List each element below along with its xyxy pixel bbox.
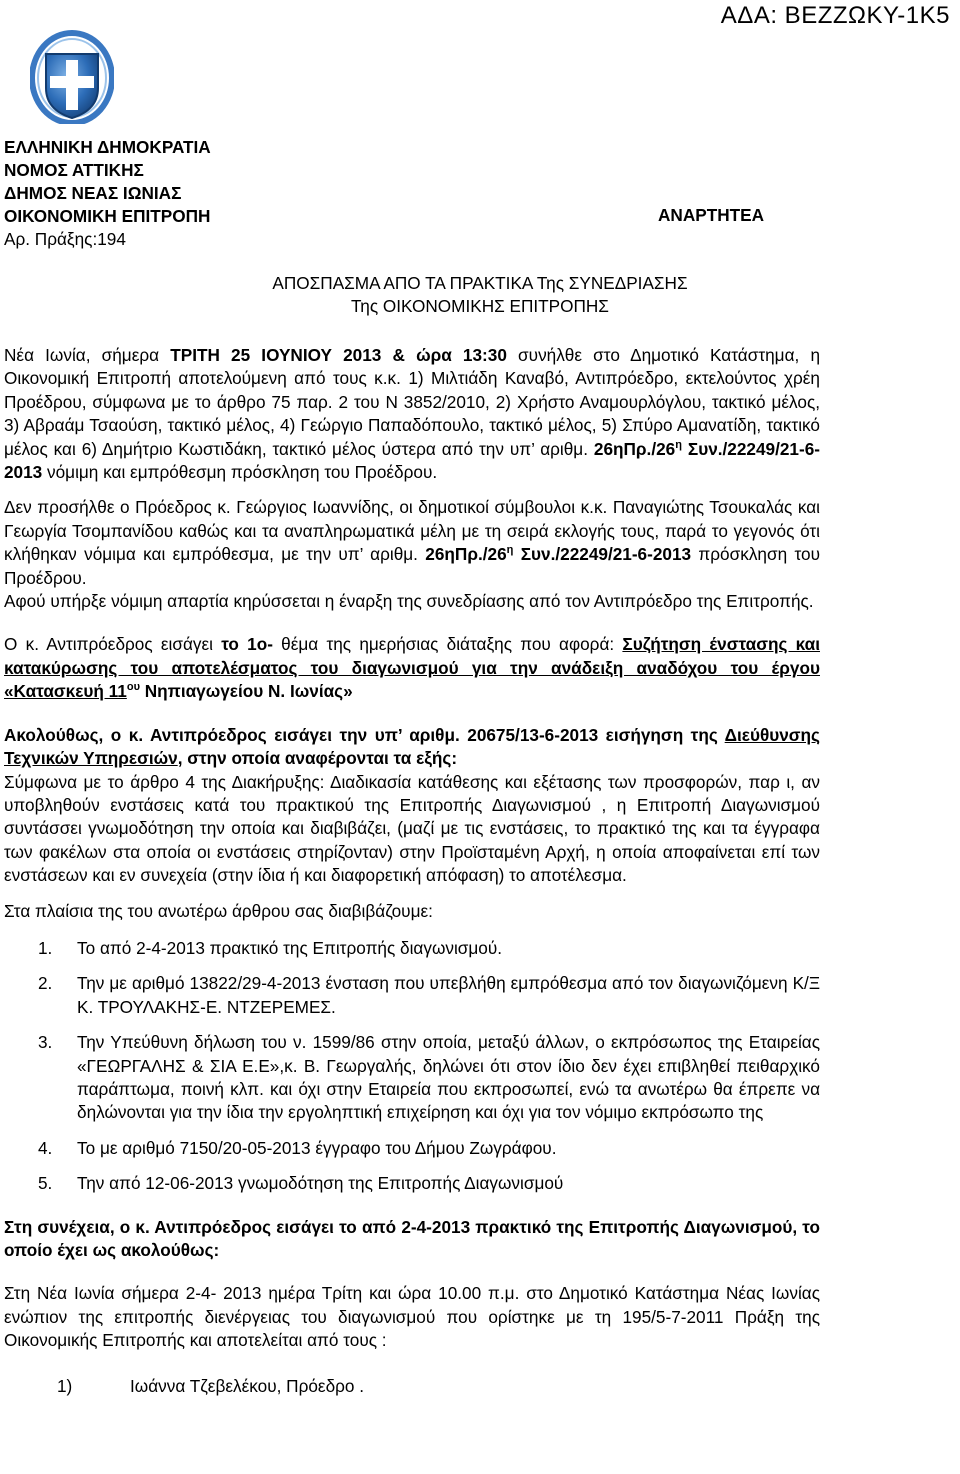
header-line: ΝΟΜΟΣ ΑΤΤΙΚΗΣ: [4, 160, 144, 180]
list-item: [4, 972, 820, 1019]
list-item: [4, 1137, 820, 1160]
list-intro: Στα πλαίσια της του ανωτέρω άρθρου σας διαβιβάζουμε:: [4, 900, 433, 921]
text-run: Νέα Ιωνία, σήμερα: [4, 345, 171, 365]
topic-paragraph: [4, 633, 820, 703]
text-run: θέμα της ημερήσιας διάταξης που αφορά:: [272, 634, 623, 655]
header-line: ΕΛΛΗΝΙΚΗ ΔΗΜΟΚΡΑΤΙΑ: [4, 137, 211, 157]
header-line: ΔΗΜΟΣ ΝΕΑΣ ΙΩΝΙΑΣ: [4, 183, 182, 203]
text-run: Ο κ. Αντιπρόεδρος εισάγει: [4, 634, 222, 655]
committee-member: [4, 1375, 820, 1398]
list-text: Την με αριθμό 13822/29-4-2013 ένσταση που υπεβλήθη εμπρόθεσμα από τον διαγωνιζόμενη Κ/Ξ Κ. ΤΡΟΥΛΑΚΗΣ-Ε. ΝΤΖΕΡΕΜΕΣ.: [77, 973, 820, 1017]
list-item: [4, 937, 820, 960]
continuation-paragraph: [4, 1216, 820, 1263]
act-number: Αρ. Πράξης:194: [4, 229, 126, 249]
topic-subject: Συζήτηση ένστασης και κατακύρωσης του αποτελέσματος του διαγωνισμού για την ανάδειξη αναδόχου του έργου «Κατασκευή 11: [4, 634, 820, 702]
invitation-ref-end: Συν./22249/21-6-2013: [4, 438, 820, 483]
text-run: νόμιμη και εμπρόθεσμη πρόσκληση του Προέδρου.: [42, 462, 438, 483]
greek-state-emblem-icon: [30, 28, 114, 124]
superscript: η: [506, 544, 514, 557]
documents-list: [4, 937, 820, 1196]
list-text: Το από 2-4-2013 πρακτικό της Επιτροπής διαγωνισμού.: [77, 937, 503, 958]
topic-number: το 1ο-: [221, 634, 273, 655]
text-run: , στην οποία αναφέρονται τα εξής:: [177, 748, 458, 769]
meeting-date: ΤΡΙΤΗ 25 ΙΟΥΝΙΟΥ 2013 & ώρα 13:30: [170, 345, 507, 365]
list-item: [4, 1172, 820, 1195]
member-number: 1): [57, 1375, 73, 1396]
quorum-paragraph: Αφού υπήρξε νόμιμη απαρτία κηρύσσεται η έναρξη της συνεδρίασης από τον Αντιπρόεδρο της Επιτροπής.: [4, 591, 814, 612]
invitation-ref: 26ηΠρ./26: [593, 438, 676, 459]
title-line-1: ΑΠΟΣΠΑΣΜΑ ΑΠΟ ΤΑ ΠΡΑΚΤΙΚΑ Της ΣΥΝΕΔΡΙΑΣΗΣ: [272, 273, 688, 293]
list-text: Την Υπεύθυνη δήλωση του ν. 1599/86 στην οποία, μεταξύ άλλων, ο εκπρόσωπος της Εταιρείας «ΓΕΩΡΓΑΛΗΣ & ΣΙΑ Ε.Ε»,κ. Β. Γεωργαλής, δηλώνει ότι στον ίδιο δεν έχει επιβληθεί πειθαρχικό παράπτωμα, ποινή κλπ. και όχι στην Εταιρεία που εκπροσωπεί, ενώ τα ανωτέρω θα έπρεπε να δηλώνονται για την ίδια την εργοληπτική επιχείρηση και όχι για τον νόμιμο εκπρόσωπο της: [77, 1032, 820, 1123]
topic-subject-end: Νηπιαγωγείου Ν. Ιωνίας»: [139, 681, 353, 702]
invitation-ref: 26ηΠρ./26: [425, 544, 507, 565]
text-run: πρόσκληση του Προέδρου.: [4, 544, 820, 588]
list-item: [4, 1031, 820, 1125]
list-text: Την από 12-06-2013 γνωμοδότηση της Επιτροπής Διαγωνισμού: [77, 1173, 564, 1194]
minutes-paragraph: Στη Νέα Ιωνία σήμερα 2-4- 2013 ημέρα Τρίτη και ώρα 10.00 π.μ. στο Δημοτικό Κατάστημα Νέας Ιωνίας ενώπιον της επιτροπής διενέργειας του διαγωνισμού που ορίστηκε με τη 195/5-7-2011 Πράξη της Οικονομικής Επιτροπής και αποτελείται από τους :: [4, 1283, 820, 1351]
list-number: 1.: [38, 937, 53, 958]
list-number: 4.: [38, 1137, 53, 1158]
member-name: Ιωάννα Τζεβελέκου, Πρόεδρο .: [130, 1375, 365, 1396]
text-run: Ακολούθως, ο κ. Αντιπρόεδρος εισάγει την υπ’ αριθμ. 20675/13-6-2013 εισήγηση της: [4, 724, 725, 745]
list-text: Το με αριθμό 7150/20-05-2013 έγγραφο του Δήμου Ζωγράφου.: [77, 1137, 557, 1158]
followup-body: Σύμφωνα με το άρθρο 4 της Διακήρυξης: Διαδικασία κατάθεσης και εξέτασης των προσφορών, παρ ι, αν υποβληθούν ενστάσεις κατά του πρακτικού της Επιτροπής Διαγωνισμού , η Επιτροπή Διαγωνισμού συντάσσει γνωμοδότηση την οποία και διαβιβάζει, (μαζί με τις ενστάσεις, το πρακτικό της και τα έγγραφα των φακέλων στα οποία οι ενστάσεις στηρίζονταν) στην Προϊσταμένη Αρχή, η οποία αποφαίνεται επί των ενστάσεων και εν συνεχεία (στην ίδια ή και διαφορετική απόφαση) το αποτέλεσμα.: [4, 771, 820, 886]
header-line: ΟΙΚΟΝΟΜΙΚΗ ΕΠΙΤΡΟΠΗ: [4, 206, 211, 226]
invitation-ref-end: Συν./22249/21-6-2013: [513, 544, 692, 565]
technical-services-department: Διεύθυνσης Τεχνικών Υπηρεσιών: [4, 724, 820, 769]
document-body: [4, 344, 820, 1398]
list-number: 5.: [38, 1173, 53, 1194]
text-run: συνήλθε στο Δημοτικό Κατάστημα, η Οικονομική Επιτροπή αποτελούμενη από τους κ.κ. 1) Μιλτιάδη Καναβό, Αντιπρόεδρο, εκτελούντος χρέη Προέδρου, σύμφωνα με το άρθρο 75 παρ. 2 του Ν 3852/2010, 2) Χρήστο Αναμουρλόγλου, τακτικό μέλος, 3) Αβραάμ Τσαούση, τακτικό μέλος, 4) Γεώργιο Παπαδόπουλο, τακτικό μέλος, 5) Σπύρο Αμανατίδη, τακτικό μέλος και 6) Δημήτριο Κωστιδάκη, τακτικό μέλος ύστερα από την υπ’ αριθμ.: [4, 345, 821, 459]
ada-code: ΑΔΑ: ΒΕΖΖΩΚΥ-1Κ5: [720, 2, 950, 29]
title-line-2: Της ΟΙΚΟΝΟΜΙΚΗΣ ΕΠΙΤΡΟΠΗΣ: [351, 296, 609, 316]
text-run: Δεν προσήλθε ο Πρόεδρος κ. Γεώργιος Ιωαννίδης, οι δημοτικοί σύμβουλοι κ.κ. Παναγιώτης Τσουκαλάς και Γεωργία Τσομπανίδου καθώς και τα αναπληρωματικά μέλη με τη σειρά εκλογής τους, παρά το γεγονός ότι κλήθηκαν νόμιμα και εμπρόθεσμα, με την υπ’ αριθμ.: [4, 497, 820, 565]
followup-heading: [4, 724, 820, 771]
superscript: ου: [126, 681, 140, 694]
superscript: η: [675, 438, 682, 451]
list-number: 3.: [38, 1032, 53, 1053]
list-number: 2.: [38, 973, 53, 994]
posting-label: ΑΝΑΡΤΗΤΕΑ: [658, 205, 764, 225]
continuation-text: Στη συνέχεια, ο κ. Αντιπρόεδρος εισάγει το από 2-4-2013 πρακτικό της Επιτροπής Διαγωνισμού, το οποίο έχει ως ακολούθως:: [4, 1216, 820, 1260]
intro-paragraph: [4, 344, 820, 484]
issuer-header: [4, 136, 956, 251]
document-title: [0, 272, 960, 318]
absence-paragraph: [4, 496, 820, 590]
